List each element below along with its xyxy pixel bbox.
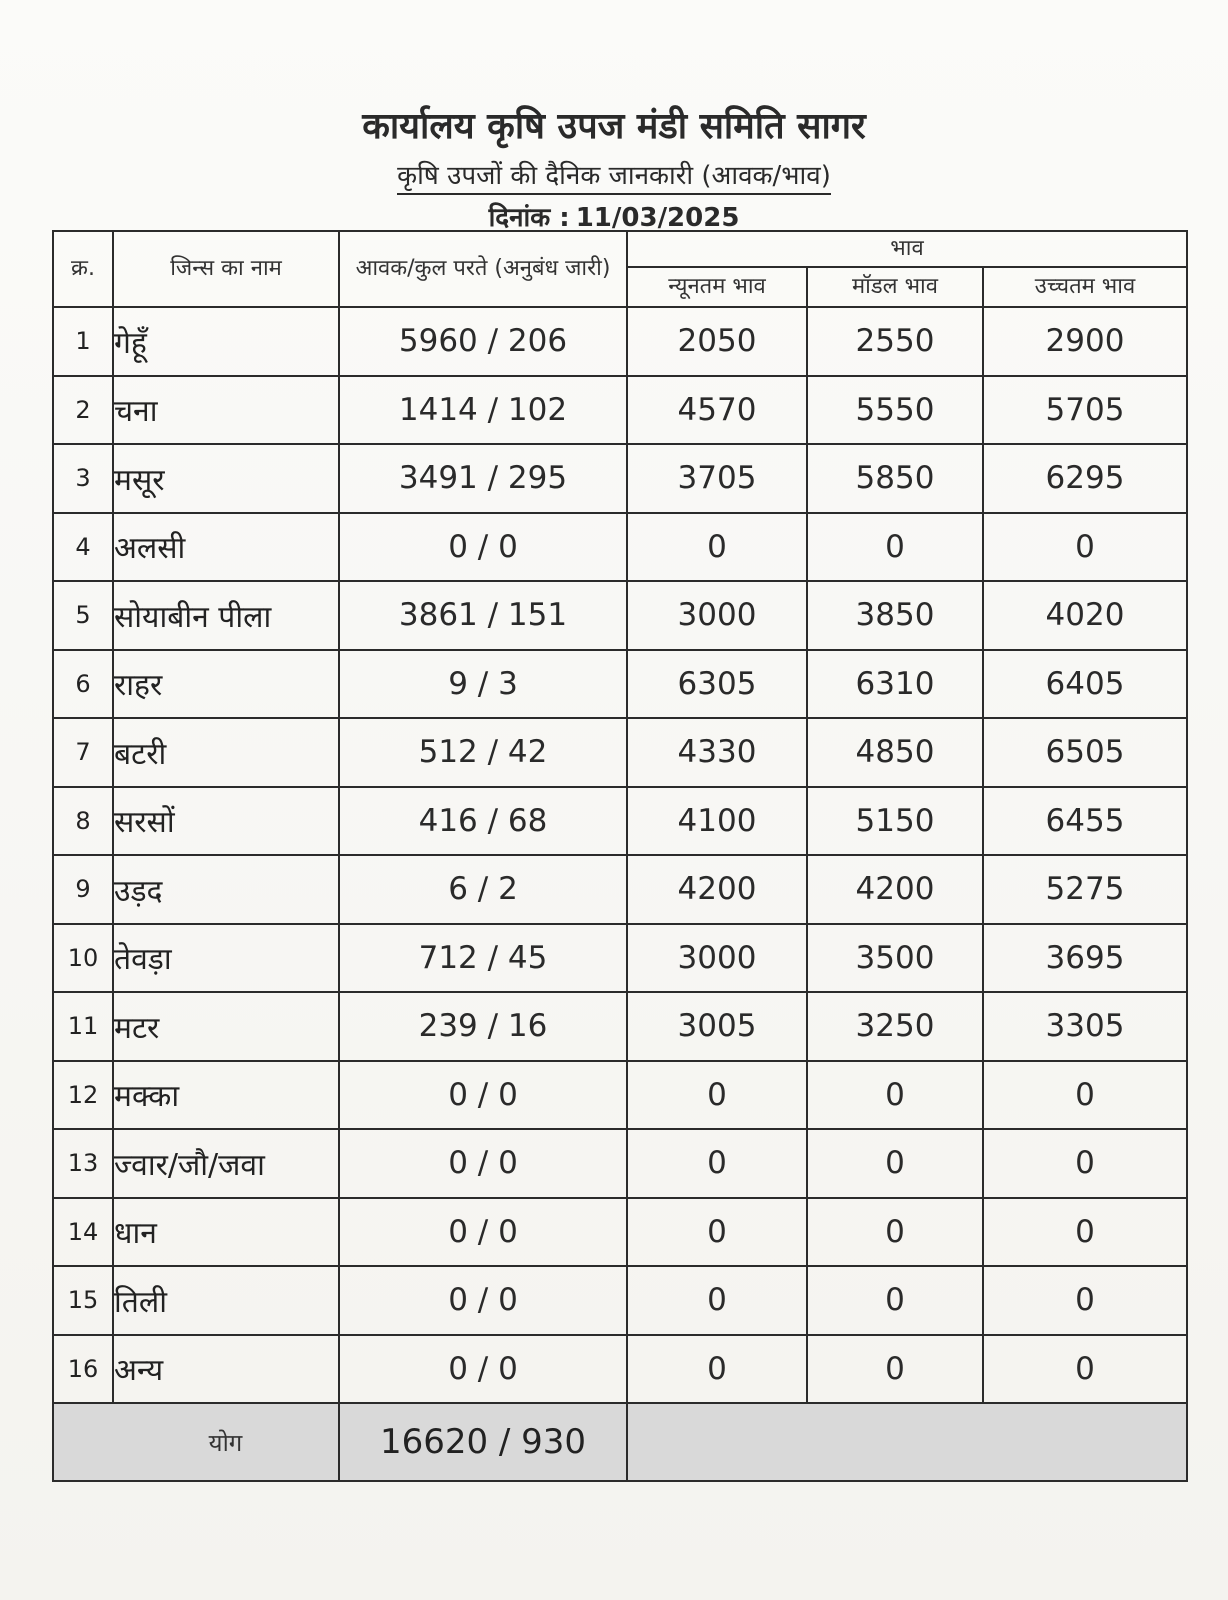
arrival-cell: 3861 / 151 [339, 581, 627, 650]
arrival-cell: 416 / 68 [339, 787, 627, 856]
min-rate-cell: 0 [627, 1129, 807, 1198]
max-rate-cell: 6455 [983, 787, 1187, 856]
max-rate-cell: 0 [983, 1061, 1187, 1130]
min-rate-cell: 0 [627, 1335, 807, 1404]
serial-cell: 12 [53, 1061, 113, 1130]
arrival-cell: 0 / 0 [339, 1129, 627, 1198]
total-rate-blank [627, 1403, 1187, 1481]
arrival-cell: 0 / 0 [339, 513, 627, 582]
header-arrival: आवक/कुल परते (अनुबंध जारी) [339, 231, 627, 307]
table-row [53, 444, 1187, 513]
header-rate-group: भाव [627, 231, 1187, 267]
table-row [53, 992, 1187, 1061]
serial-cell: 2 [53, 376, 113, 445]
arrival-cell: 9 / 3 [339, 650, 627, 719]
arrival-cell: 0 / 0 [339, 1061, 627, 1130]
serial-cell: 7 [53, 718, 113, 787]
min-rate-cell: 3000 [627, 924, 807, 993]
total-value: 16620 / 930 [339, 1403, 627, 1481]
arrival-cell: 0 / 0 [339, 1335, 627, 1404]
date-label: दिनांक : [488, 203, 570, 233]
max-rate-cell: 0 [983, 1198, 1187, 1267]
commodity-name-cell: गेहूँ [113, 307, 339, 376]
total-label: योग [113, 1403, 339, 1481]
commodity-name-cell: मटर [113, 992, 339, 1061]
arrival-cell: 0 / 0 [339, 1266, 627, 1335]
table-row [53, 787, 1187, 856]
office-title: कार्यालय कृषि उपज मंडी समिति सागर [362, 106, 866, 147]
commodity-name-cell: धान [113, 1198, 339, 1267]
modal-rate-cell: 0 [807, 1061, 983, 1130]
serial-cell: 16 [53, 1335, 113, 1404]
modal-rate-cell: 5550 [807, 376, 983, 445]
total-serial-cell [53, 1403, 113, 1481]
commodity-name-cell: सोयाबीन पीला [113, 581, 339, 650]
modal-rate-cell: 0 [807, 1129, 983, 1198]
arrival-cell: 1414 / 102 [339, 376, 627, 445]
arrival-cell: 712 / 45 [339, 924, 627, 993]
report-date [0, 198, 1228, 234]
min-rate-cell: 4570 [627, 376, 807, 445]
commodity-name-cell: तिली [113, 1266, 339, 1335]
max-rate-cell: 3695 [983, 924, 1187, 993]
min-rate-cell: 2050 [627, 307, 807, 376]
max-rate-cell: 0 [983, 513, 1187, 582]
table-row [53, 718, 1187, 787]
header-min-rate: न्यूनतम भाव [627, 267, 807, 307]
table-row [53, 1198, 1187, 1267]
min-rate-cell: 3705 [627, 444, 807, 513]
commodity-name-cell: मसूर [113, 444, 339, 513]
table-row [53, 924, 1187, 993]
min-rate-cell: 0 [627, 1061, 807, 1130]
modal-rate-cell: 0 [807, 513, 983, 582]
min-rate-cell: 4200 [627, 855, 807, 924]
arrival-cell: 5960 / 206 [339, 307, 627, 376]
max-rate-cell: 5705 [983, 376, 1187, 445]
modal-rate-cell: 4200 [807, 855, 983, 924]
max-rate-cell: 0 [983, 1266, 1187, 1335]
modal-rate-cell: 5850 [807, 444, 983, 513]
modal-rate-cell: 0 [807, 1266, 983, 1335]
header-max-rate: उच्चतम भाव [983, 267, 1187, 307]
min-rate-cell: 3005 [627, 992, 807, 1061]
max-rate-cell: 3305 [983, 992, 1187, 1061]
serial-cell: 9 [53, 855, 113, 924]
header-commodity-name: जिन्स का नाम [113, 231, 339, 307]
commodity-name-cell: अलसी [113, 513, 339, 582]
commodity-name-cell: सरसों [113, 787, 339, 856]
commodity-name-cell: राहर [113, 650, 339, 719]
modal-rate-cell: 0 [807, 1198, 983, 1267]
table-row [53, 376, 1187, 445]
min-rate-cell: 0 [627, 513, 807, 582]
table-row [53, 307, 1187, 376]
arrival-cell: 512 / 42 [339, 718, 627, 787]
modal-rate-cell: 3500 [807, 924, 983, 993]
total-row [53, 1403, 1187, 1481]
max-rate-cell: 4020 [983, 581, 1187, 650]
max-rate-cell: 0 [983, 1129, 1187, 1198]
commodity-name-cell: ज्वार/जौ/जवा [113, 1129, 339, 1198]
serial-cell: 3 [53, 444, 113, 513]
modal-rate-cell: 6310 [807, 650, 983, 719]
modal-rate-cell: 2550 [807, 307, 983, 376]
table-row [53, 1266, 1187, 1335]
table-row [53, 1129, 1187, 1198]
arrival-cell: 3491 / 295 [339, 444, 627, 513]
serial-cell: 15 [53, 1266, 113, 1335]
date-value: 11/03/2025 [575, 203, 740, 233]
table-row [53, 581, 1187, 650]
table-row [53, 855, 1187, 924]
serial-cell: 5 [53, 581, 113, 650]
modal-rate-cell: 3250 [807, 992, 983, 1061]
serial-cell: 10 [53, 924, 113, 993]
report-subtitle [0, 156, 1228, 192]
max-rate-cell: 6405 [983, 650, 1187, 719]
header-modal-rate: मॉडल भाव [807, 267, 983, 307]
min-rate-cell: 4100 [627, 787, 807, 856]
arrival-cell: 0 / 0 [339, 1198, 627, 1267]
table-body [53, 307, 1187, 1403]
commodity-name-cell: मक्का [113, 1061, 339, 1130]
serial-cell: 8 [53, 787, 113, 856]
commodity-name-cell: तेवड़ा [113, 924, 339, 993]
serial-cell: 6 [53, 650, 113, 719]
serial-cell: 14 [53, 1198, 113, 1267]
commodity-name-cell: अन्य [113, 1335, 339, 1404]
table-row [53, 1061, 1187, 1130]
serial-cell: 1 [53, 307, 113, 376]
max-rate-cell: 6295 [983, 444, 1187, 513]
arrival-cell: 239 / 16 [339, 992, 627, 1061]
commodity-name-cell: उड़द [113, 855, 339, 924]
max-rate-cell: 5275 [983, 855, 1187, 924]
min-rate-cell: 6305 [627, 650, 807, 719]
max-rate-cell: 6505 [983, 718, 1187, 787]
min-rate-cell: 4330 [627, 718, 807, 787]
serial-cell: 4 [53, 513, 113, 582]
modal-rate-cell: 0 [807, 1335, 983, 1404]
modal-rate-cell: 5150 [807, 787, 983, 856]
serial-cell: 11 [53, 992, 113, 1061]
table-row [53, 513, 1187, 582]
commodity-name-cell: चना [113, 376, 339, 445]
max-rate-cell: 2900 [983, 307, 1187, 376]
rates-table [52, 230, 1188, 1482]
min-rate-cell: 0 [627, 1266, 807, 1335]
table-row [53, 650, 1187, 719]
min-rate-cell: 3000 [627, 581, 807, 650]
commodity-name-cell: बटरी [113, 718, 339, 787]
serial-cell: 13 [53, 1129, 113, 1198]
table-row [53, 1335, 1187, 1404]
modal-rate-cell: 4850 [807, 718, 983, 787]
arrival-cell: 6 / 2 [339, 855, 627, 924]
max-rate-cell: 0 [983, 1335, 1187, 1404]
modal-rate-cell: 3850 [807, 581, 983, 650]
min-rate-cell: 0 [627, 1198, 807, 1267]
report-subtitle-text: कृषि उपजों की दैनिक जानकारी (आवक/भाव) [397, 161, 831, 195]
header-serial: क्र. [53, 231, 113, 307]
